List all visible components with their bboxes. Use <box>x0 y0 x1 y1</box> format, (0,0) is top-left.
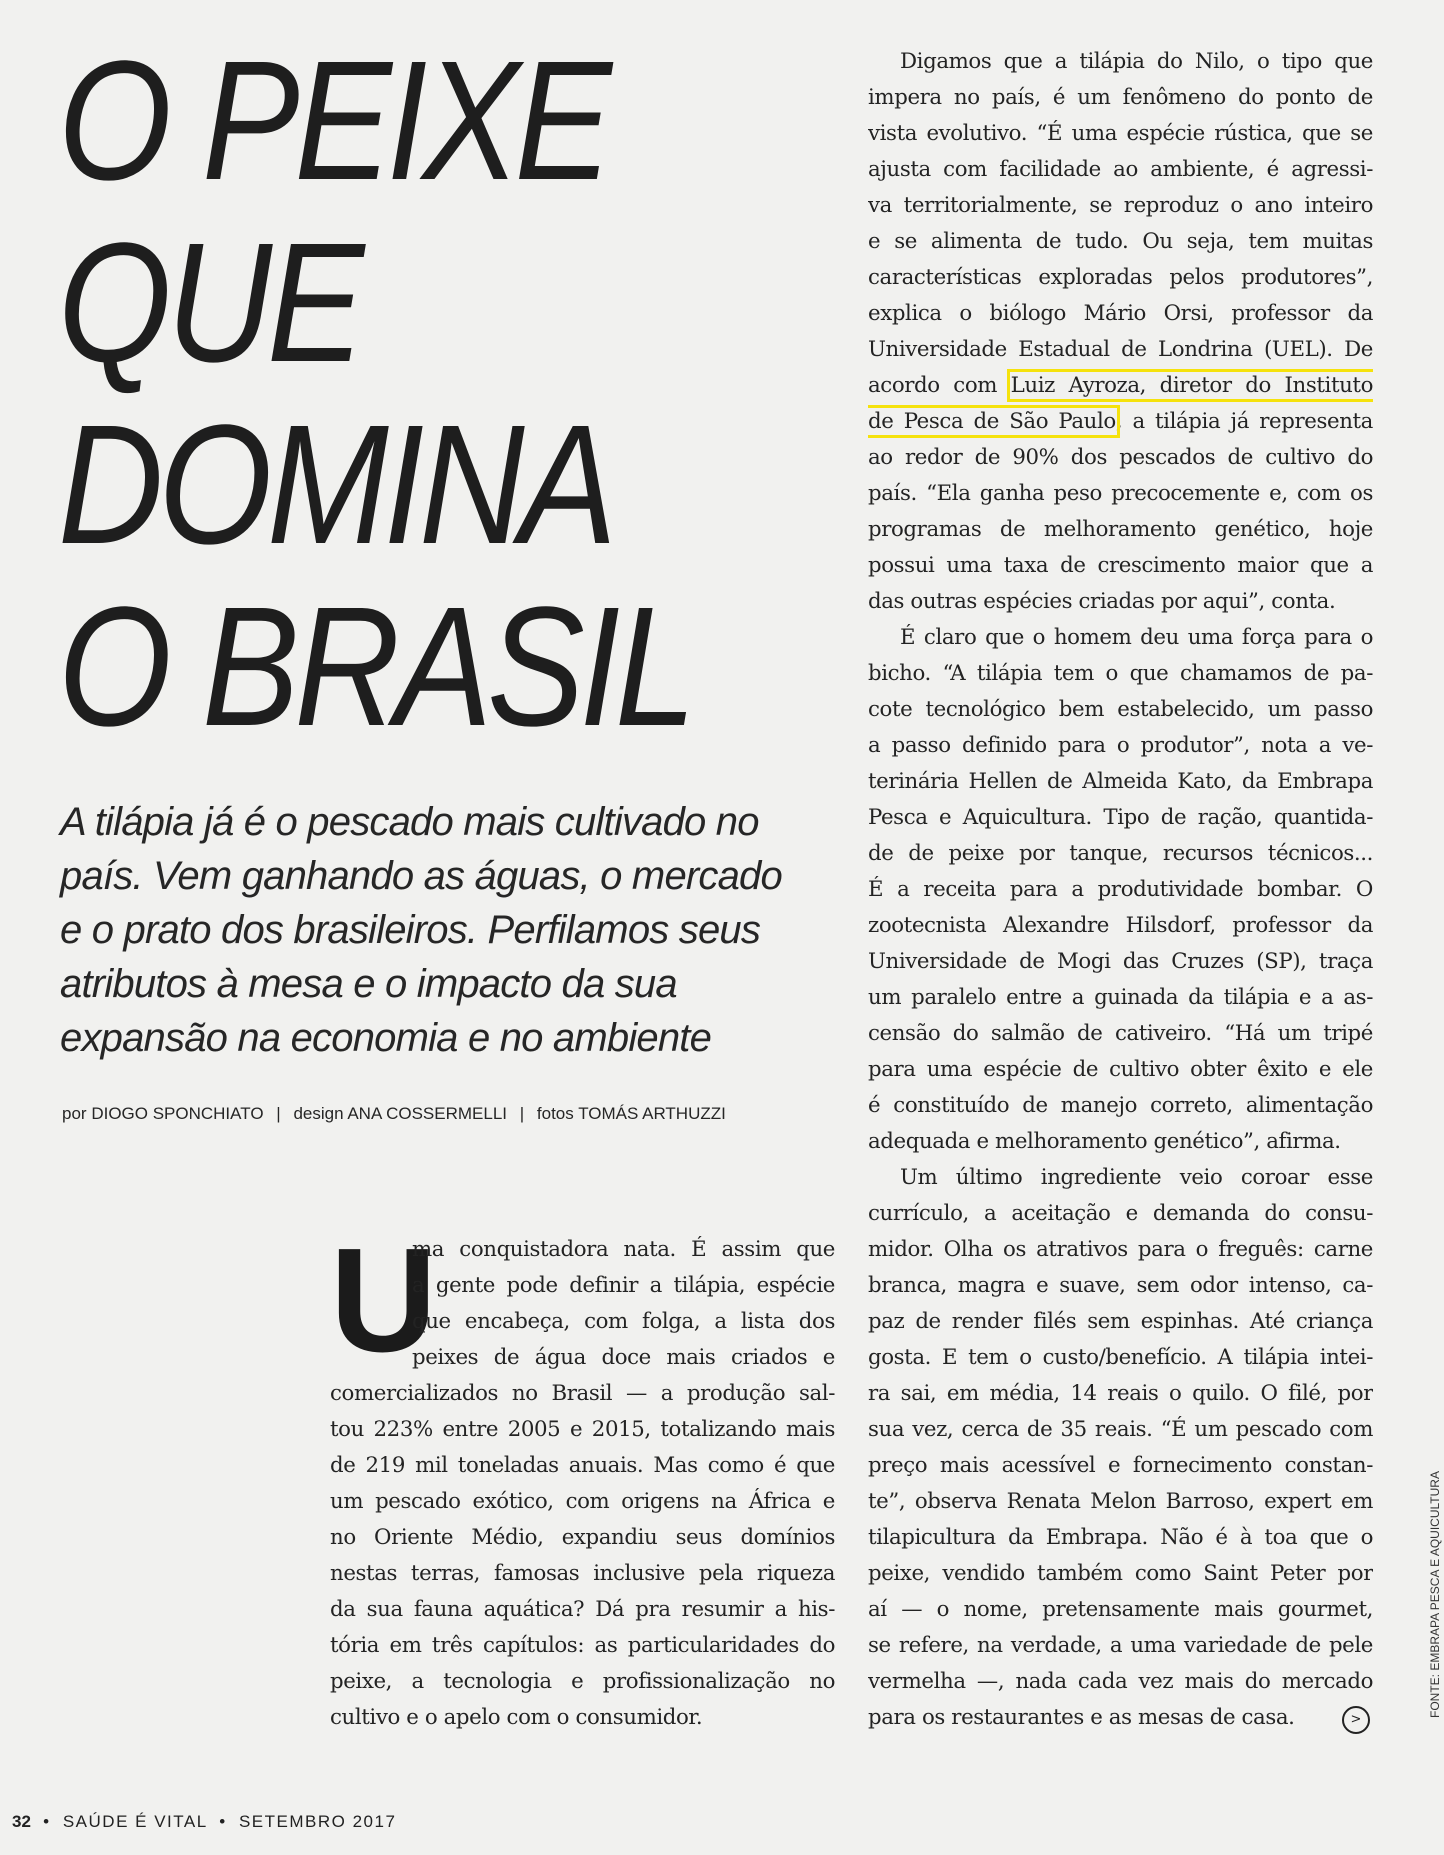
byline-author: DIOGO SPONCHIATO <box>91 1104 264 1123</box>
body-line: explica o biólogo Mário Orsi, professor da <box>868 301 1373 326</box>
body-line: gosta. E tem o custo/benefício. A tilápia intei- <box>868 1345 1373 1370</box>
body-line: da sua fauna aquática? Dá pra resumir a his- <box>330 1597 835 1622</box>
body-line: características exploradas pelos produtores”, <box>868 265 1373 290</box>
body-line: É a receita para a produtividade bombar. O <box>868 877 1373 902</box>
body-line: um paralelo entre a guinada da tilápia e a as- <box>868 985 1373 1010</box>
deck-line: país. Vem ganhando as águas, o mercado <box>60 854 782 898</box>
deck-line: expansão na economia e no ambiente <box>60 1016 712 1060</box>
body-line: se refere, na verdade, a uma variedade de pele <box>868 1633 1373 1658</box>
body-line: cultivo e o apelo com o consumidor. <box>330 1705 703 1730</box>
footer-bullet: • <box>219 1812 227 1831</box>
page-number: 32 <box>12 1812 31 1831</box>
headline <box>58 26 692 762</box>
highlighted-text: Luiz Ayroza, diretor do Instituto <box>1010 373 1373 398</box>
byline-author-prefix: por <box>62 1104 87 1123</box>
body-line: nestas terras, famosas inclusive pela riqueza <box>330 1561 835 1586</box>
body-line: Universidade de Mogi das Cruzes (SP), traça <box>868 949 1373 974</box>
body-line: comercializados no Brasil — a produção sal- <box>330 1381 835 1406</box>
deck-line: e o prato dos brasileiros. Perfilamos seus <box>60 908 761 952</box>
body-line: te”, observa Renata Melon Barroso, expert em <box>868 1489 1373 1514</box>
body-line: Pesca e Aquicultura. Tipo de ração, quantida- <box>868 805 1373 830</box>
body-line: Universidade Estadual de Londrina (UEL). De <box>868 337 1373 362</box>
body-line: programas de melhoramento genético, hoje <box>868 517 1373 542</box>
body-line: peixe, a tecnologia e profissionalização no <box>330 1669 835 1694</box>
deck-subtitle <box>60 795 782 1065</box>
body-line: paz de render filés sem espinhas. Até criança <box>868 1309 1373 1334</box>
byline-photo-prefix: fotos <box>536 1104 574 1123</box>
body-line: va territorialmente, se reproduz o ano inteiro <box>868 193 1373 218</box>
body-line: para os restaurantes e as mesas de casa. <box>868 1705 1295 1730</box>
headline-line: O PEIXE <box>58 26 607 216</box>
body-text: , a tilápia já representa <box>1115 409 1373 434</box>
body-line: peixes de água doce mais criados e <box>412 1345 835 1370</box>
body-line: que encabeça, com folga, a lista dos <box>412 1309 835 1334</box>
byline-separator: | <box>276 1104 281 1123</box>
body-line: Um último ingrediente veio coroar esse <box>900 1165 1373 1190</box>
body-line: preço mais acessível e fornecimento constan- <box>868 1453 1373 1478</box>
body-line: a passo definido para o produtor”, nota a ve- <box>868 733 1373 758</box>
drop-cap: U <box>330 1218 437 1383</box>
body-line: de de peixe por tanque, recursos técnicos... <box>868 841 1373 866</box>
body-line: sua vez, cerca de 35 reais. “É um pescado com <box>868 1417 1373 1442</box>
page-footer <box>12 1812 396 1832</box>
highlighted-text: de Pesca de São Paulo <box>868 409 1116 434</box>
deck-line: A tilápia já é o pescado mais cultivado no <box>60 800 759 844</box>
body-line: aí — o nome, pretensamente mais gourmet, <box>868 1597 1373 1622</box>
body-line: É claro que o homem deu uma força para o <box>900 625 1373 650</box>
body-line-highlighted <box>868 368 1373 404</box>
body-line: um pescado exótico, com origens na África e <box>330 1489 835 1514</box>
body-line: de 219 mil toneladas anuais. Mas como é que <box>330 1453 835 1478</box>
continue-arrow-icon: > <box>1342 1706 1370 1734</box>
issue-date: SETEMBRO 2017 <box>238 1812 397 1831</box>
body-line: tilapicultura da Embrapa. Não é à toa que o <box>868 1525 1373 1550</box>
body-line: currículo, a aceitação e demanda do consu- <box>868 1201 1373 1226</box>
body-column-left <box>330 1218 835 1736</box>
body-line: branca, magra e suave, sem odor intenso, ca- <box>868 1273 1373 1298</box>
body-line: vermelha —, nada cada vez mais do mercado <box>868 1669 1373 1694</box>
body-line: zootecnista Alexandre Hilsdorf, professor da <box>868 913 1373 938</box>
byline <box>62 1104 726 1124</box>
body-line: a gente pode definir a tilápia, espécie <box>412 1273 835 1298</box>
body-text: acordo com <box>868 373 1011 398</box>
byline-design-prefix: design <box>293 1104 344 1123</box>
body-line: ra sai, em média, 14 reais o quilo. O filé, por <box>868 1381 1373 1406</box>
body-line: impera no país, é um fenômeno do ponto de <box>868 85 1373 110</box>
body-line: possui uma taxa de crescimento maior que a <box>868 553 1373 578</box>
body-line: cote tecnológico bem estabelecido, um passo <box>868 697 1373 722</box>
body-line: terinária Hellen de Almeida Kato, da Embrapa <box>868 769 1373 794</box>
body-line: ao redor de 90% dos pescados de cultivo do <box>868 445 1373 470</box>
body-line: ma conquistadora nata. É assim que <box>412 1237 835 1262</box>
body-line: tou 223% entre 2005 e 2015, totalizando mais <box>330 1417 835 1442</box>
body-line: midor. Olha os atrativos para o freguês: carne <box>868 1237 1373 1262</box>
source-credit: FONTE: EMBRAPA PESCA E AQUICULTURA <box>1428 1471 1442 1718</box>
byline-photographer: TOMÁS ARTHUZZI <box>578 1104 726 1123</box>
byline-designer: ANA COSSERMELLI <box>347 1104 508 1123</box>
deck-line: atributos à mesa e o impacto da sua <box>60 962 677 1006</box>
body-line: ajusta com facilidade ao ambiente, é agressi- <box>868 157 1373 182</box>
body-line: para uma espécie de cultivo obter êxito e ele <box>868 1057 1373 1082</box>
body-line: país. “Ela ganha peso precocemente e, com os <box>868 481 1373 506</box>
body-line-highlighted <box>868 404 1373 440</box>
body-line: vista evolutivo. “É uma espécie rústica, que se <box>868 121 1373 146</box>
body-line: adequada e melhoramento genético”, afirma. <box>868 1129 1341 1154</box>
byline-separator: | <box>519 1104 525 1123</box>
body-line: tória em três capítulos: as particularidades do <box>330 1633 835 1658</box>
body-line: peixe, vendido também como Saint Peter por <box>868 1561 1373 1586</box>
body-line: e se alimenta de tudo. Ou seja, tem muitas <box>868 229 1373 254</box>
body-column-right <box>868 44 1373 1736</box>
body-line: é constituído de manejo correto, alimentação <box>868 1093 1373 1118</box>
body-line: Digamos que a tilápia do Nilo, o tipo que <box>900 49 1373 74</box>
headline-line: O BRASIL <box>58 572 692 762</box>
body-line: das outras espécies criadas por aqui”, conta. <box>868 589 1336 614</box>
headline-line: QUE <box>58 208 360 398</box>
footer-bullet: • <box>43 1812 51 1831</box>
body-line: bicho. “A tilápia tem o que chamamos de pa- <box>868 661 1373 686</box>
body-line: no Oriente Médio, expandiu seus domínios <box>330 1525 835 1550</box>
publication-name: SAÚDE É VITAL <box>62 1812 208 1831</box>
body-line: censão do salmão de cativeiro. “Há um tripé <box>868 1021 1373 1046</box>
headline-line: DOMINA <box>58 390 612 580</box>
